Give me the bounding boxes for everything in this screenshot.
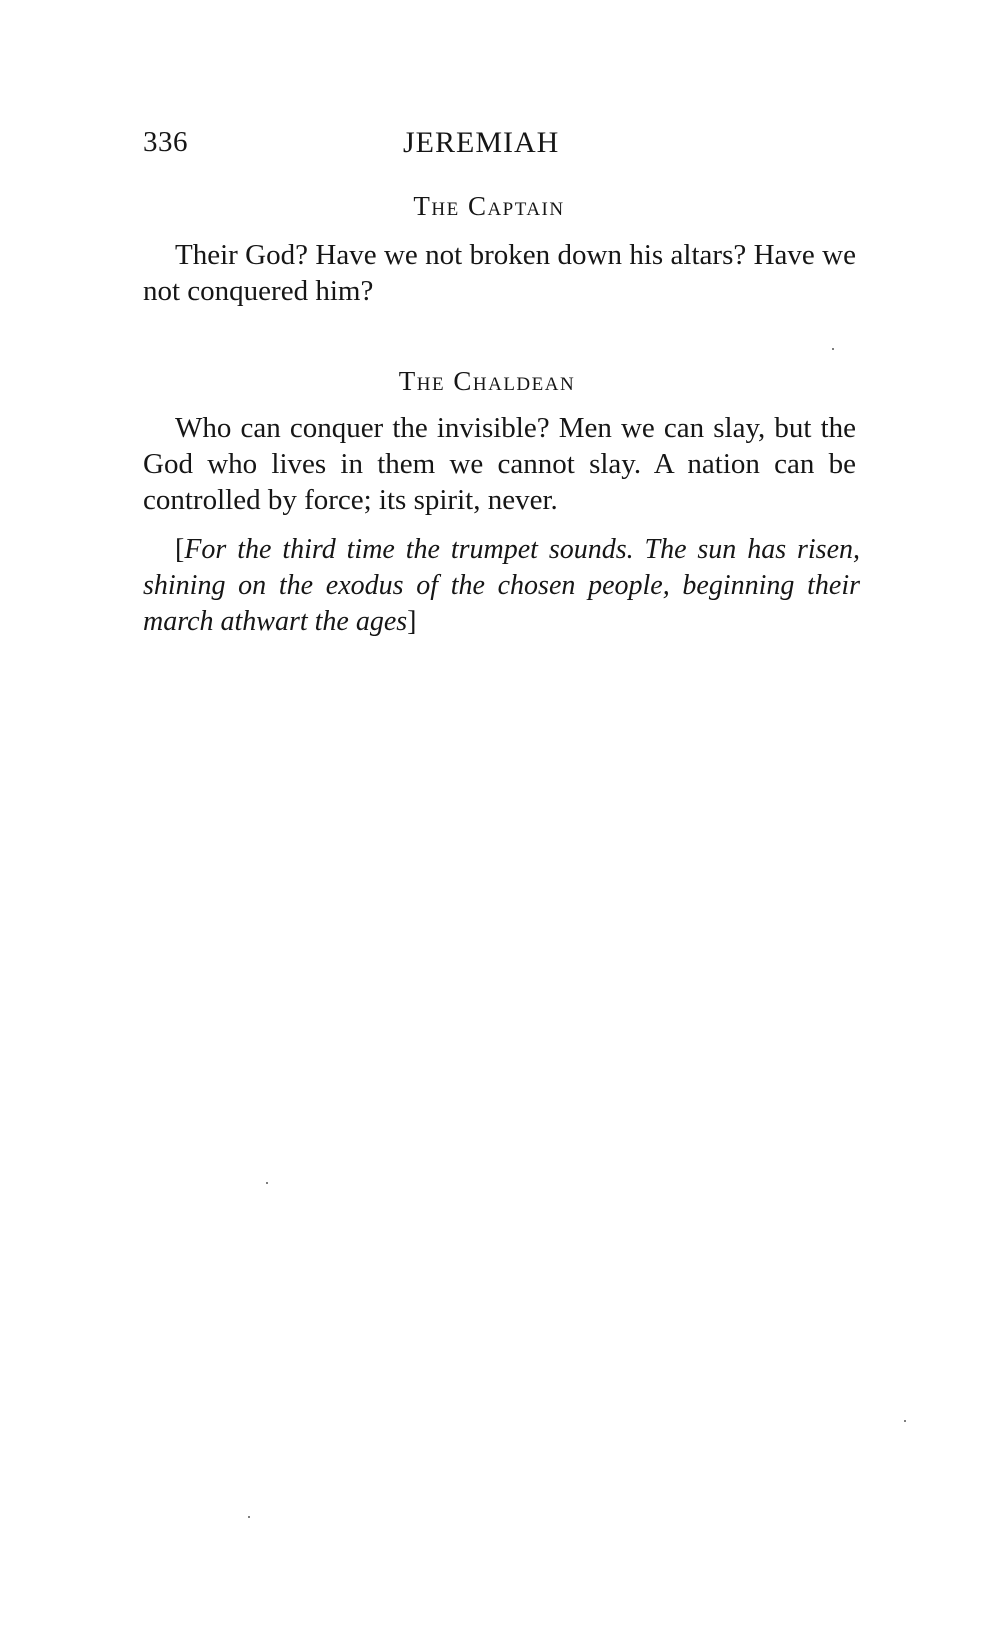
speaker-heading: The Chaldean xyxy=(398,366,576,396)
page-number: 336 xyxy=(143,126,188,158)
speaker-heading: The Captain xyxy=(413,191,565,221)
scan-speck xyxy=(832,348,834,350)
speech-paragraph: Their God? Have we not broken down his altars? Have we not conquered him? xyxy=(143,239,856,307)
speech-paragraph: Who can conquer the invisible? Men we can slay, but the God who lives in them we cannot slay. A nation can be controlled by force; its spirit, never. xyxy=(143,412,856,516)
stage-direction xyxy=(143,532,860,640)
stage-direction-text: For the third time the trumpet sounds. The sun has risen, shining on the exodus of the chosen people, beginning their march athwart the ages xyxy=(143,534,860,637)
scan-speck xyxy=(248,1516,250,1518)
scan-speck xyxy=(266,1182,268,1184)
open-bracket: [ xyxy=(175,534,185,565)
running-title: JEREMIAH xyxy=(403,126,560,159)
close-bracket: ] xyxy=(407,606,417,637)
scan-speck xyxy=(904,1420,906,1422)
